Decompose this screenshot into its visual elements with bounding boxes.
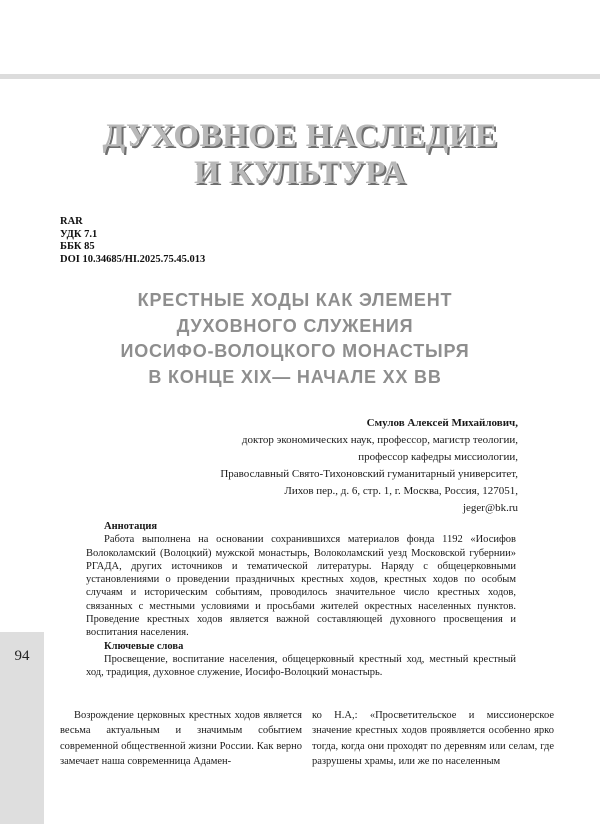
header-rule [0,74,600,79]
udk-code: УДК 7.1 [60,228,98,240]
author-position: профессор кафедры миссиологии, [358,451,518,463]
author-name: Смулов Алексей Михайлович, [366,417,518,429]
keywords-text: Просвещение, воспитание населения, общецерковный крестный ход, местный крестный ход, традиция, духовное служение, Иосифо-Волоцкий монастырь. [86,653,516,679]
rar-label: RAR [60,216,83,227]
author-affiliation: Православный Свято-Тихоновский гуманитарный университет, [220,468,518,480]
article-title-line2: ДУХОВНОГО СЛУЖЕНИЯ [176,315,414,336]
section-title-line1: ДУХОВНОЕ НАСЛЕДИЕ [102,118,498,154]
article-title-line3: ИОСИФО-ВОЛОЦКОГО МОНАСТЫРЯ [120,341,470,361]
classification-block [60,216,205,266]
bbk-code: ББК 85 [60,241,95,252]
abstract-text: Работа выполнена на основании сохранившихся материалов фонда 1192 «Иосифов Волоколамский (Волоцкий) мужской монастырь, Волоколамский уезд Московской губернии» РГАДА, других источников и тематической литературы. Наряду с общецерковными установлениями о проведении праздничных крестных ходов, крестных ходов по особым случаям и историческим событиям, проводилось значительное число крестных ходов, связанных с местными условиями и просьбами жителей окрестных населенных пунктов. Проведение крестных ходов является важной составляющей духовного просвещения и воспитания населения. [86,534,516,639]
author-email[interactable]: jeger@bk.ru [462,502,518,514]
article-title [60,288,530,390]
abstract-heading: Аннотация [104,521,158,532]
body-column-left: Возрождение церковных крестных ходов является весьма актуальным и значимым событием современной общественной жизни России. Как верно замечает наша современница Адамен- [60,710,302,767]
doi-code: DOI 10.34685/HI.2025.75.45.013 [60,253,206,265]
author-degree: доктор экономических наук, профессор, магистр теологии, [241,434,518,446]
section-title-line2: И КУЛЬТУРА [194,155,406,191]
article-title-line1: КРЕСТНЫЕ ХОДЫ КАК ЭЛЕМЕНТ [137,290,453,310]
body-column-right: ко Н.А,: «Просветительское и миссионерское значение крестных ходов проявляется особенно ярко тогда, когда они проходят по деревням или селам, где разрушены храмы, или же по населенным [312,710,554,767]
abstract-block [86,520,516,680]
keywords-heading: Ключевые слова [104,640,184,652]
article-title-line4: В КОНЦЕ XIX— НАЧАЛЕ XX ВВ [148,366,442,387]
author-address: Лихов пер., д. 6, стр. 1, г. Москва, Россия, 127051, [284,485,518,497]
author-block [220,415,518,517]
page-number: 94 [14,648,30,664]
